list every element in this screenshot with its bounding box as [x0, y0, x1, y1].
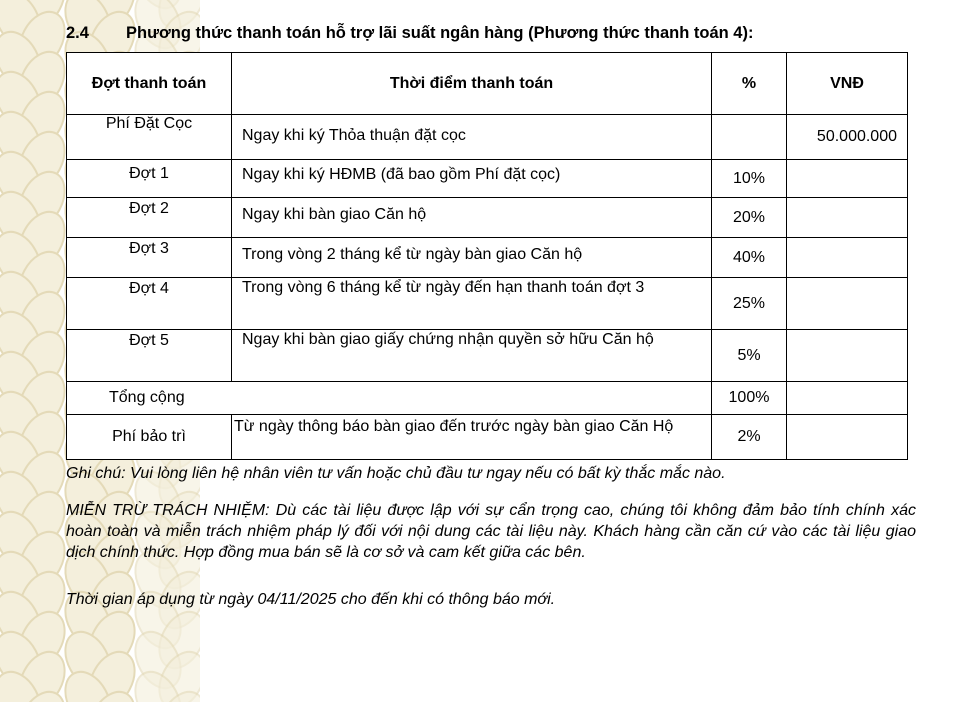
payment-percent: [712, 115, 787, 160]
section-heading: [66, 24, 753, 43]
table-row: [67, 160, 908, 198]
disclaimer-note: MIỄN TRỪ TRÁCH NHIỆM: Dù các tài liệu được lập với sự cẩn trọng cao, chúng tôi không đảm bảo tính chính xác hoàn toàn và miễn trách nhiệm pháp lý đối với nội dung các tài liệu này. Khách hàng cần căn cứ vào các tài liệu giao dịch chính thức. Hợp đồng mua bán sẽ là cơ sở và cam kết giữa các bên.: [66, 502, 916, 561]
payment-amount: 50.000.000: [787, 115, 908, 160]
total-amount: [787, 382, 908, 415]
payment-time: Ngay khi bàn giao giấy chứng nhận quyền sở hữu Căn hộ: [232, 330, 712, 382]
payment-time: Ngay khi bàn giao Căn hộ: [232, 198, 712, 238]
maintenance-time: Từ ngày thông báo bàn giao đến trước ngày bàn giao Căn Hộ: [232, 415, 712, 460]
installment-name: Đợt 4: [67, 278, 232, 330]
installment-name: Đợt 2: [67, 198, 232, 238]
payment-amount: [787, 330, 908, 382]
installment-name: Đợt 5: [67, 330, 232, 382]
payment-percent: 20%: [712, 198, 787, 238]
payment-amount: [787, 238, 908, 278]
payment-percent: 5%: [712, 330, 787, 382]
payment-percent: 40%: [712, 238, 787, 278]
total-percent: 100%: [712, 382, 787, 415]
payment-time: Trong vòng 2 tháng kể từ ngày bàn giao Căn hộ: [232, 238, 712, 278]
installment-name: Phí Đặt Cọc: [67, 115, 232, 160]
payment-amount: [787, 160, 908, 198]
section-title: Phương thức thanh toán hỗ trợ lãi suất ngân hàng (Phương thức thanh toán 4):: [126, 24, 754, 42]
table-row: [67, 238, 908, 278]
maintenance-row: [67, 415, 908, 460]
header-vnd: VNĐ: [787, 53, 908, 115]
installment-name: Đợt 3: [67, 238, 232, 278]
header-payment-time: Thời điểm thanh toán: [232, 53, 712, 115]
payment-percent: 10%: [712, 160, 787, 198]
total-row: [67, 382, 908, 415]
table-row: [67, 278, 908, 330]
header-percent: %: [712, 53, 787, 115]
payment-percent: 25%: [712, 278, 787, 330]
table-row: [67, 330, 908, 382]
payment-schedule-table: [66, 52, 908, 460]
payment-time: Trong vòng 6 tháng kể từ ngày đến hạn thanh toán đợt 3: [232, 278, 712, 330]
payment-amount: [787, 198, 908, 238]
contact-note: Ghi chú: Vui lòng liên hệ nhân viên tư vấn hoặc chủ đầu tư ngay nếu có bất kỳ thắc mắc nào.: [66, 465, 726, 482]
total-label: Tổng cộng: [67, 382, 712, 415]
payment-time: Ngay khi ký Thỏa thuận đặt cọc: [232, 115, 712, 160]
payment-amount: [787, 278, 908, 330]
maintenance-percent: 2%: [712, 415, 787, 460]
maintenance-amount: [787, 415, 908, 460]
table-header-row: [67, 53, 908, 115]
table-row: [67, 115, 908, 160]
payment-time: Ngay khi ký HĐMB (đã bao gồm Phí đặt cọc): [232, 160, 712, 198]
installment-name: Đợt 1: [67, 160, 232, 198]
maintenance-name: Phí bảo trì: [67, 415, 232, 460]
header-installment: Đợt thanh toán: [67, 53, 232, 115]
section-number: 2.4: [66, 24, 89, 42]
table-row: [67, 198, 908, 238]
effective-date-note: Thời gian áp dụng từ ngày 04/11/2025 cho đến khi có thông báo mới.: [66, 591, 556, 608]
